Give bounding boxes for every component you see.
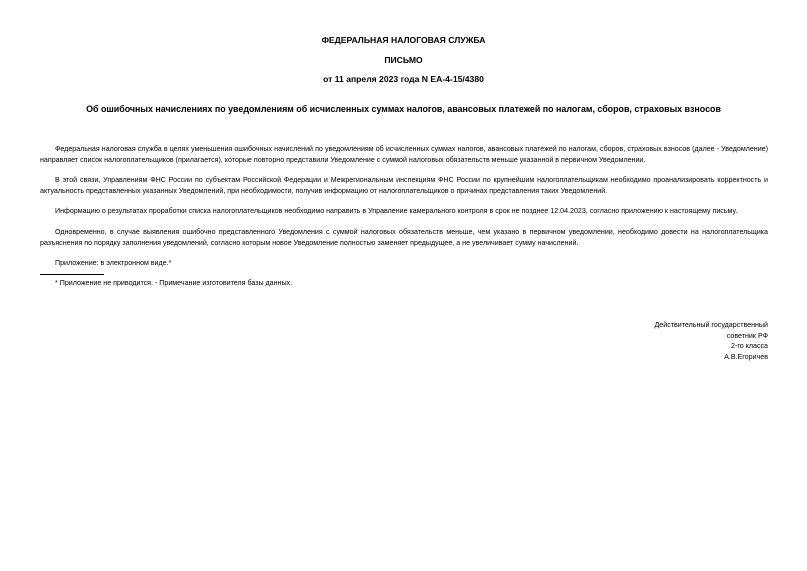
body-paragraph: Федеральная налоговая служба в целях уменьшения ошибочных начислений по уведомлениям об исчисленных суммах налогов, авансовых платежей по налогам, сборов, страховых взносов (далее - Уведомление) направляет список налогоплательщиков (прилагается), которые повторно представили Уведомление с суммой налоговых обязательств меньше указанной в первичном Уведомлении. [40, 145, 768, 164]
signature-rank-line2: советник РФ [726, 331, 768, 340]
footnote-divider [40, 274, 104, 275]
signature-rank-line1: Действительный государственный [654, 321, 768, 329]
document-date-number: от 11 апреля 2023 года N ЕА-4-15/4380 [323, 74, 484, 84]
signatory-name: А.В.Егоричев [724, 353, 768, 362]
signature-block [568, 320, 768, 363]
document-subject: Об ошибочных начислениях по уведомлениям об исчисленных суммах налогов, авансовых платежей по налогам, сборов, страховых взносов [86, 104, 721, 114]
document-type: ПИСЬМО [384, 55, 423, 65]
agency-name: ФЕДЕРАЛЬНАЯ НАЛОГОВАЯ СЛУЖБА [321, 35, 486, 45]
attachment-note: Приложение: в электронном виде.* [55, 259, 172, 267]
signature-rank-line3: 2-го класса [731, 342, 768, 351]
footnote: * Приложение не приводится. - Примечание изготовителя базы данных. [55, 279, 293, 287]
body-paragraph: Одновременно, в случае выявления ошибочно представленного Уведомления с суммой налоговых обязательств меньше, чем указано в первичном уведомлении, необходимо довести на налогоплательщика разъяснения по порядку заполнения уведомлений, согласно которым новое Уведомление полностью заменяет предыдущее, а не увеличивает сумму начислений. [40, 228, 768, 247]
body-paragraph: Информацию о результатах проработки списка налогоплательщиков необходимо направить в Управление камерального контроля в срок не позднее 12.04.2023, согласно приложению к настоящему письму. [55, 207, 738, 215]
body-paragraph: В этой связи, Управлениям ФНС России по субъектам Российской Федерации и Межрегиональным инспекциям ФНС России по крупнейшим налогоплательщикам необходимо проанализировать корректность и актуальность представленных указанных Уведомлений, при необходимости, получив информацию от налогоплательщиков о причинах представления таких Уведомлений. [40, 176, 768, 195]
